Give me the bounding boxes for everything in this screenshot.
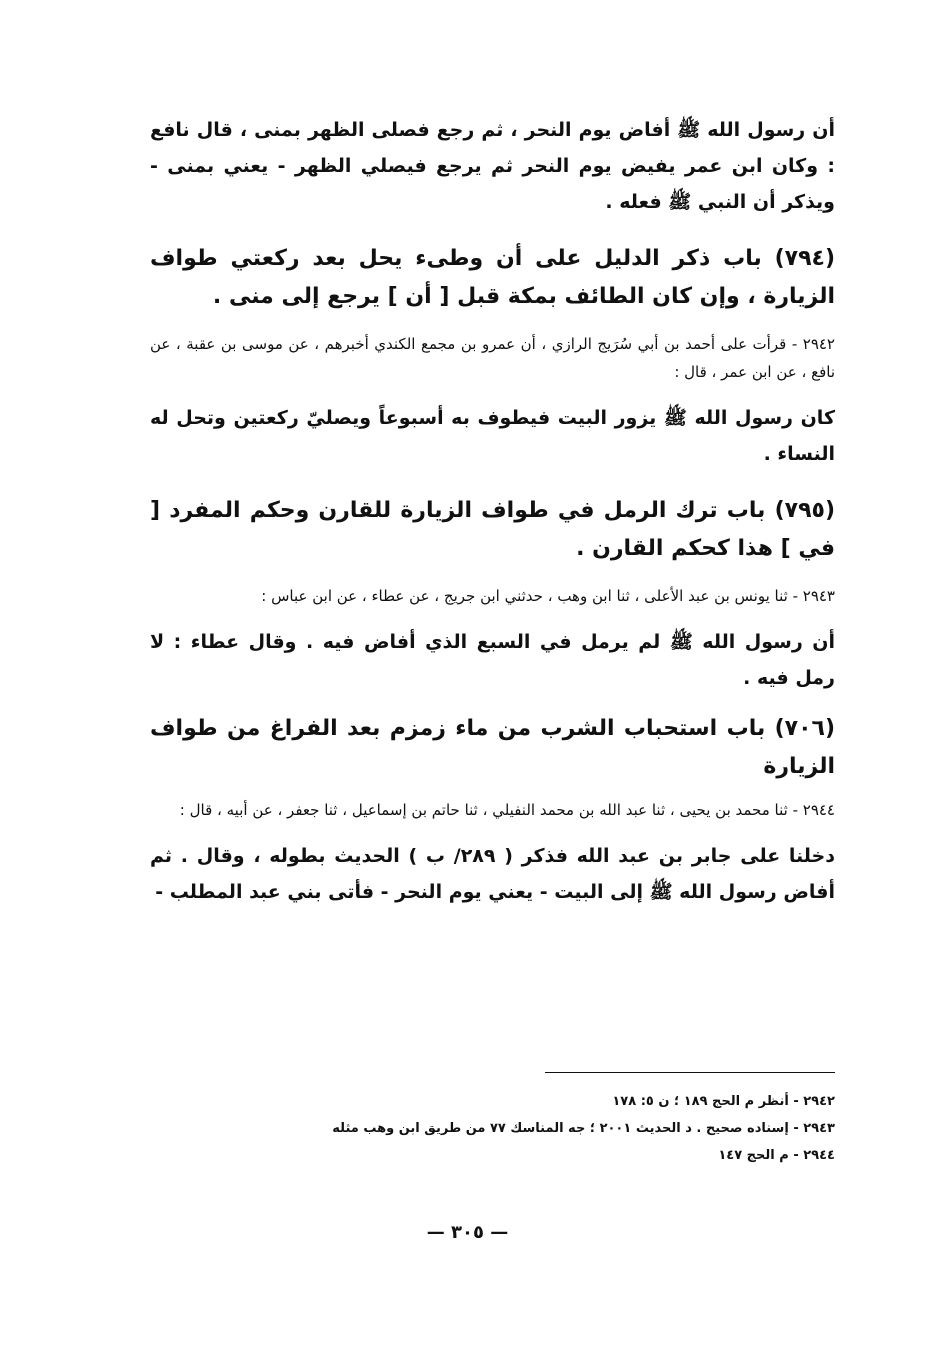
page-number: — ٣٠٥ — <box>426 1222 509 1243</box>
footnotes <box>230 1088 835 1169</box>
page-body <box>150 112 835 910</box>
hadith-isnad: ٢٩٤٤ - ثنا محمد بن يحيى ، ثنا عبد الله بن محمد النفيلي ، ثنا حاتم بن إسماعيل ، ثنا جعفر ، عن أبيه ، قال : <box>179 801 835 819</box>
footnote-divider <box>545 1072 835 1073</box>
paragraph-text: أن رسول الله ﷺ لم يرمل في السبع الذي أفاض فيه . وقال عطاء : لا رمل فيه . <box>150 631 835 689</box>
footnote: ٢٩٤٣ - إسناده صحيح . د الحديث ٢٠٠١ ؛ جه المناسك ٧٧ من طريق ابن وهب مثله <box>332 1121 835 1136</box>
chapter-heading: (٧٩٤) باب ذكر الدليل على أن وطىء يحل بعد ركعتي طواف الزيارة ، وإن كان الطائف بمكة قبل [ أن ] يرجع إلى منى . <box>150 246 835 309</box>
paragraph-text: دخلنا على جابر بن عبد الله فذكر ( ٢٨٩/ ب ) الحديث بطوله ، وقال . ثم أفاض رسول الله ﷺ إلى البيت - يعني يوم النحر - فأتى بني عبد المطلب - <box>150 845 835 903</box>
footnote: ٢٩٤٢ - أنظر م الحج ١٨٩ ؛ ن ٥: ١٧٨ <box>612 1094 835 1109</box>
chapter-heading: (٧٩٥) باب ترك الرمل في طواف الزيارة للقارن وحكم المفرد [ في ] هذا كحكم القارن . <box>150 498 835 561</box>
paragraph-text: كان رسول الله ﷺ يزور البيت فيطوف به أسبوعاً ويصليّ ركعتين وتحل له النساء . <box>150 407 835 465</box>
hadith-isnad: ٢٩٤٣ - ثنا يونس بن عبد الأعلى ، ثنا ابن وهب ، حدثني ابن جريج ، عن عطاء ، عن ابن عباس : <box>261 587 835 605</box>
paragraph-text: أن رسول الله ﷺ أفاض يوم النحر ، ثم رجع فصلى الظهر بمنى ، قال نافع : وكان ابن عمر يفيض يوم النحر ثم يرجع فيصلي الظهر - يعني بمنى - ويذكر أن النبي ﷺ فعله . <box>150 119 835 213</box>
hadith-isnad: ٢٩٤٢ - قرأت على أحمد بن أبي سُرَيج الرازي ، أن عمرو بن مجمع الكندي أخبرهم ، عن موسى بن عقبة ، عن نافع ، عن ابن عمر ، قال : <box>150 335 835 381</box>
chapter-heading: (٧٠٦) باب استحباب الشرب من ماء زمزم بعد الفراغ من طواف الزيارة <box>150 716 835 779</box>
footnote: ٢٩٤٤ - م الحج ١٤٧ <box>718 1148 835 1163</box>
